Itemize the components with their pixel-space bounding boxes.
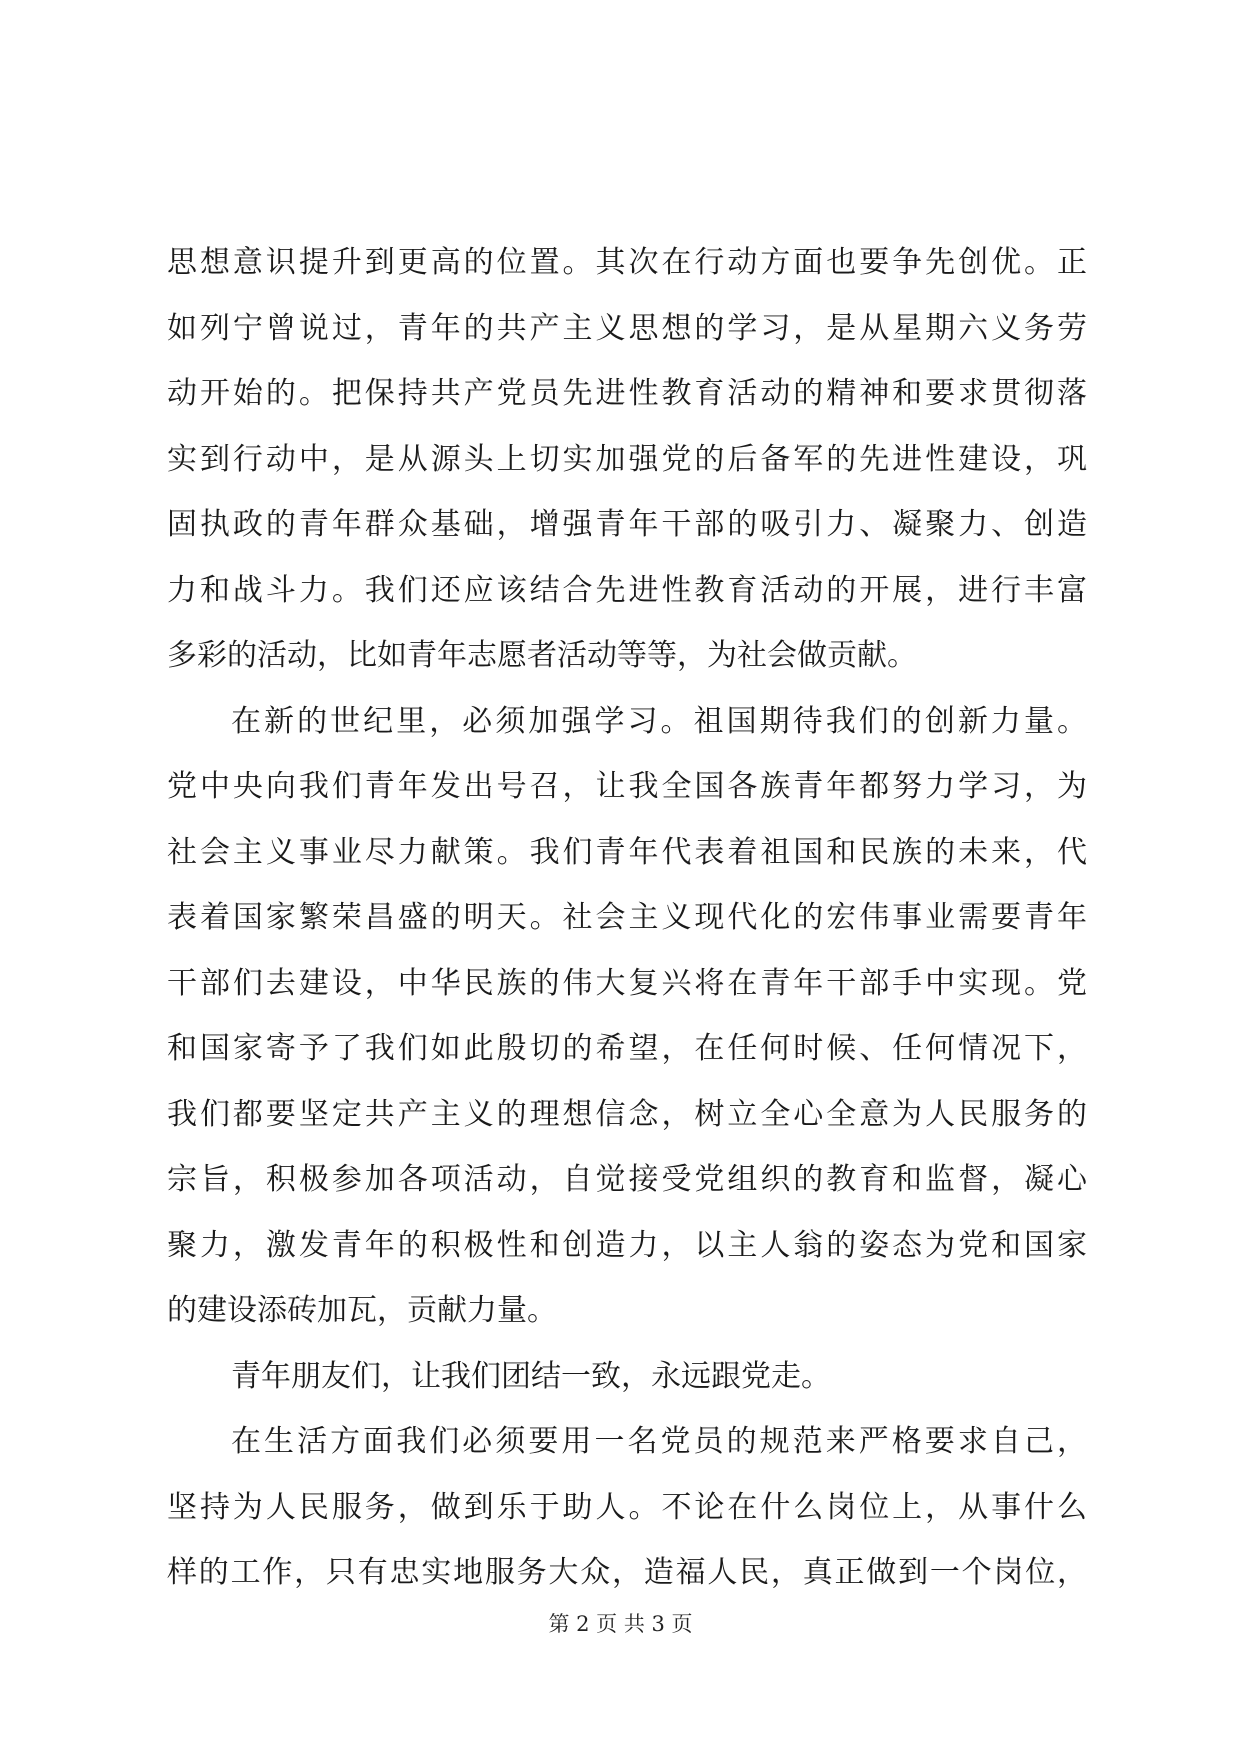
- text-line: 干部们去建设，中华民族的伟大复兴将在青年干部手中实现。党: [167, 965, 1087, 1001]
- paragraph: [167, 689, 1087, 1344]
- text-line: 思想意识提升到更高的位置。其次在行动方面也要争先创优。正: [167, 245, 1087, 280]
- text-line: 青年朋友们，让我们团结一致，永远跟党走。: [231, 1358, 831, 1394]
- paragraph: [167, 1344, 1087, 1410]
- text-line: 如列宁曾说过，青年的共产主义思想的学习，是从星期六义务劳: [167, 310, 1087, 346]
- text-line: 固执政的青年群众基础，增强青年干部的吸引力、凝聚力、创造: [167, 507, 1087, 542]
- text-line: 聚力，激发青年的积极性和创造力，以主人翁的姿态为党和国家: [167, 1227, 1087, 1263]
- text-line: 社会主义事业尽力献策。我们青年代表着祖国和民族的未来，代: [167, 834, 1087, 870]
- text-line: 样的工作，只有忠实地服务大众，造福人民，真正做到一个岗位，: [167, 1555, 1087, 1590]
- text-line: 在生活方面我们必须要用一名党员的规范来严格要求自己，: [231, 1424, 1087, 1459]
- paragraph: [167, 230, 1087, 689]
- text-line: 动开始的。把保持共产党员先进性教育活动的精神和要求贯彻落: [167, 376, 1087, 411]
- text-line: 我们都要坚定共产主义的理想信念，树立全心全意为人民服务的: [167, 1096, 1087, 1132]
- text-line: 多彩的活动，比如青年志愿者活动等等，为社会做贡献。: [167, 638, 917, 673]
- text-line: 宗旨，积极参加各项活动，自觉接受党组织的教育和监督，凝心: [167, 1162, 1087, 1197]
- text-line: 力和战斗力。我们还应该结合先进性教育活动的开展，进行丰富: [167, 572, 1087, 608]
- text-line: 实到行动中，是从源头上切实加强党的后备军的先进性建设，巩: [167, 441, 1087, 477]
- text-line: 和国家寄予了我们如此殷切的希望，在任何时候、任何情况下，: [167, 1031, 1087, 1066]
- text-line: 党中央向我们青年发出号召，让我全国各族青年都努力学习，为: [167, 769, 1087, 804]
- text-line: 的建设添砖加瓦，贡献力量。: [167, 1293, 557, 1328]
- text-line: 在新的世纪里，必须加强学习。祖国期待我们的创新力量。: [231, 703, 1087, 739]
- page-number-footer: 第 2 页 共 3 页: [548, 1612, 693, 1636]
- paragraph: [167, 1409, 1087, 1606]
- document-body: [167, 230, 1087, 1606]
- text-line: 坚持为人民服务，做到乐于助人。不论在什么岗位上，从事什么: [167, 1489, 1087, 1525]
- text-line: 表着国家繁荣昌盛的明天。社会主义现代化的宏伟事业需要青年: [167, 900, 1087, 935]
